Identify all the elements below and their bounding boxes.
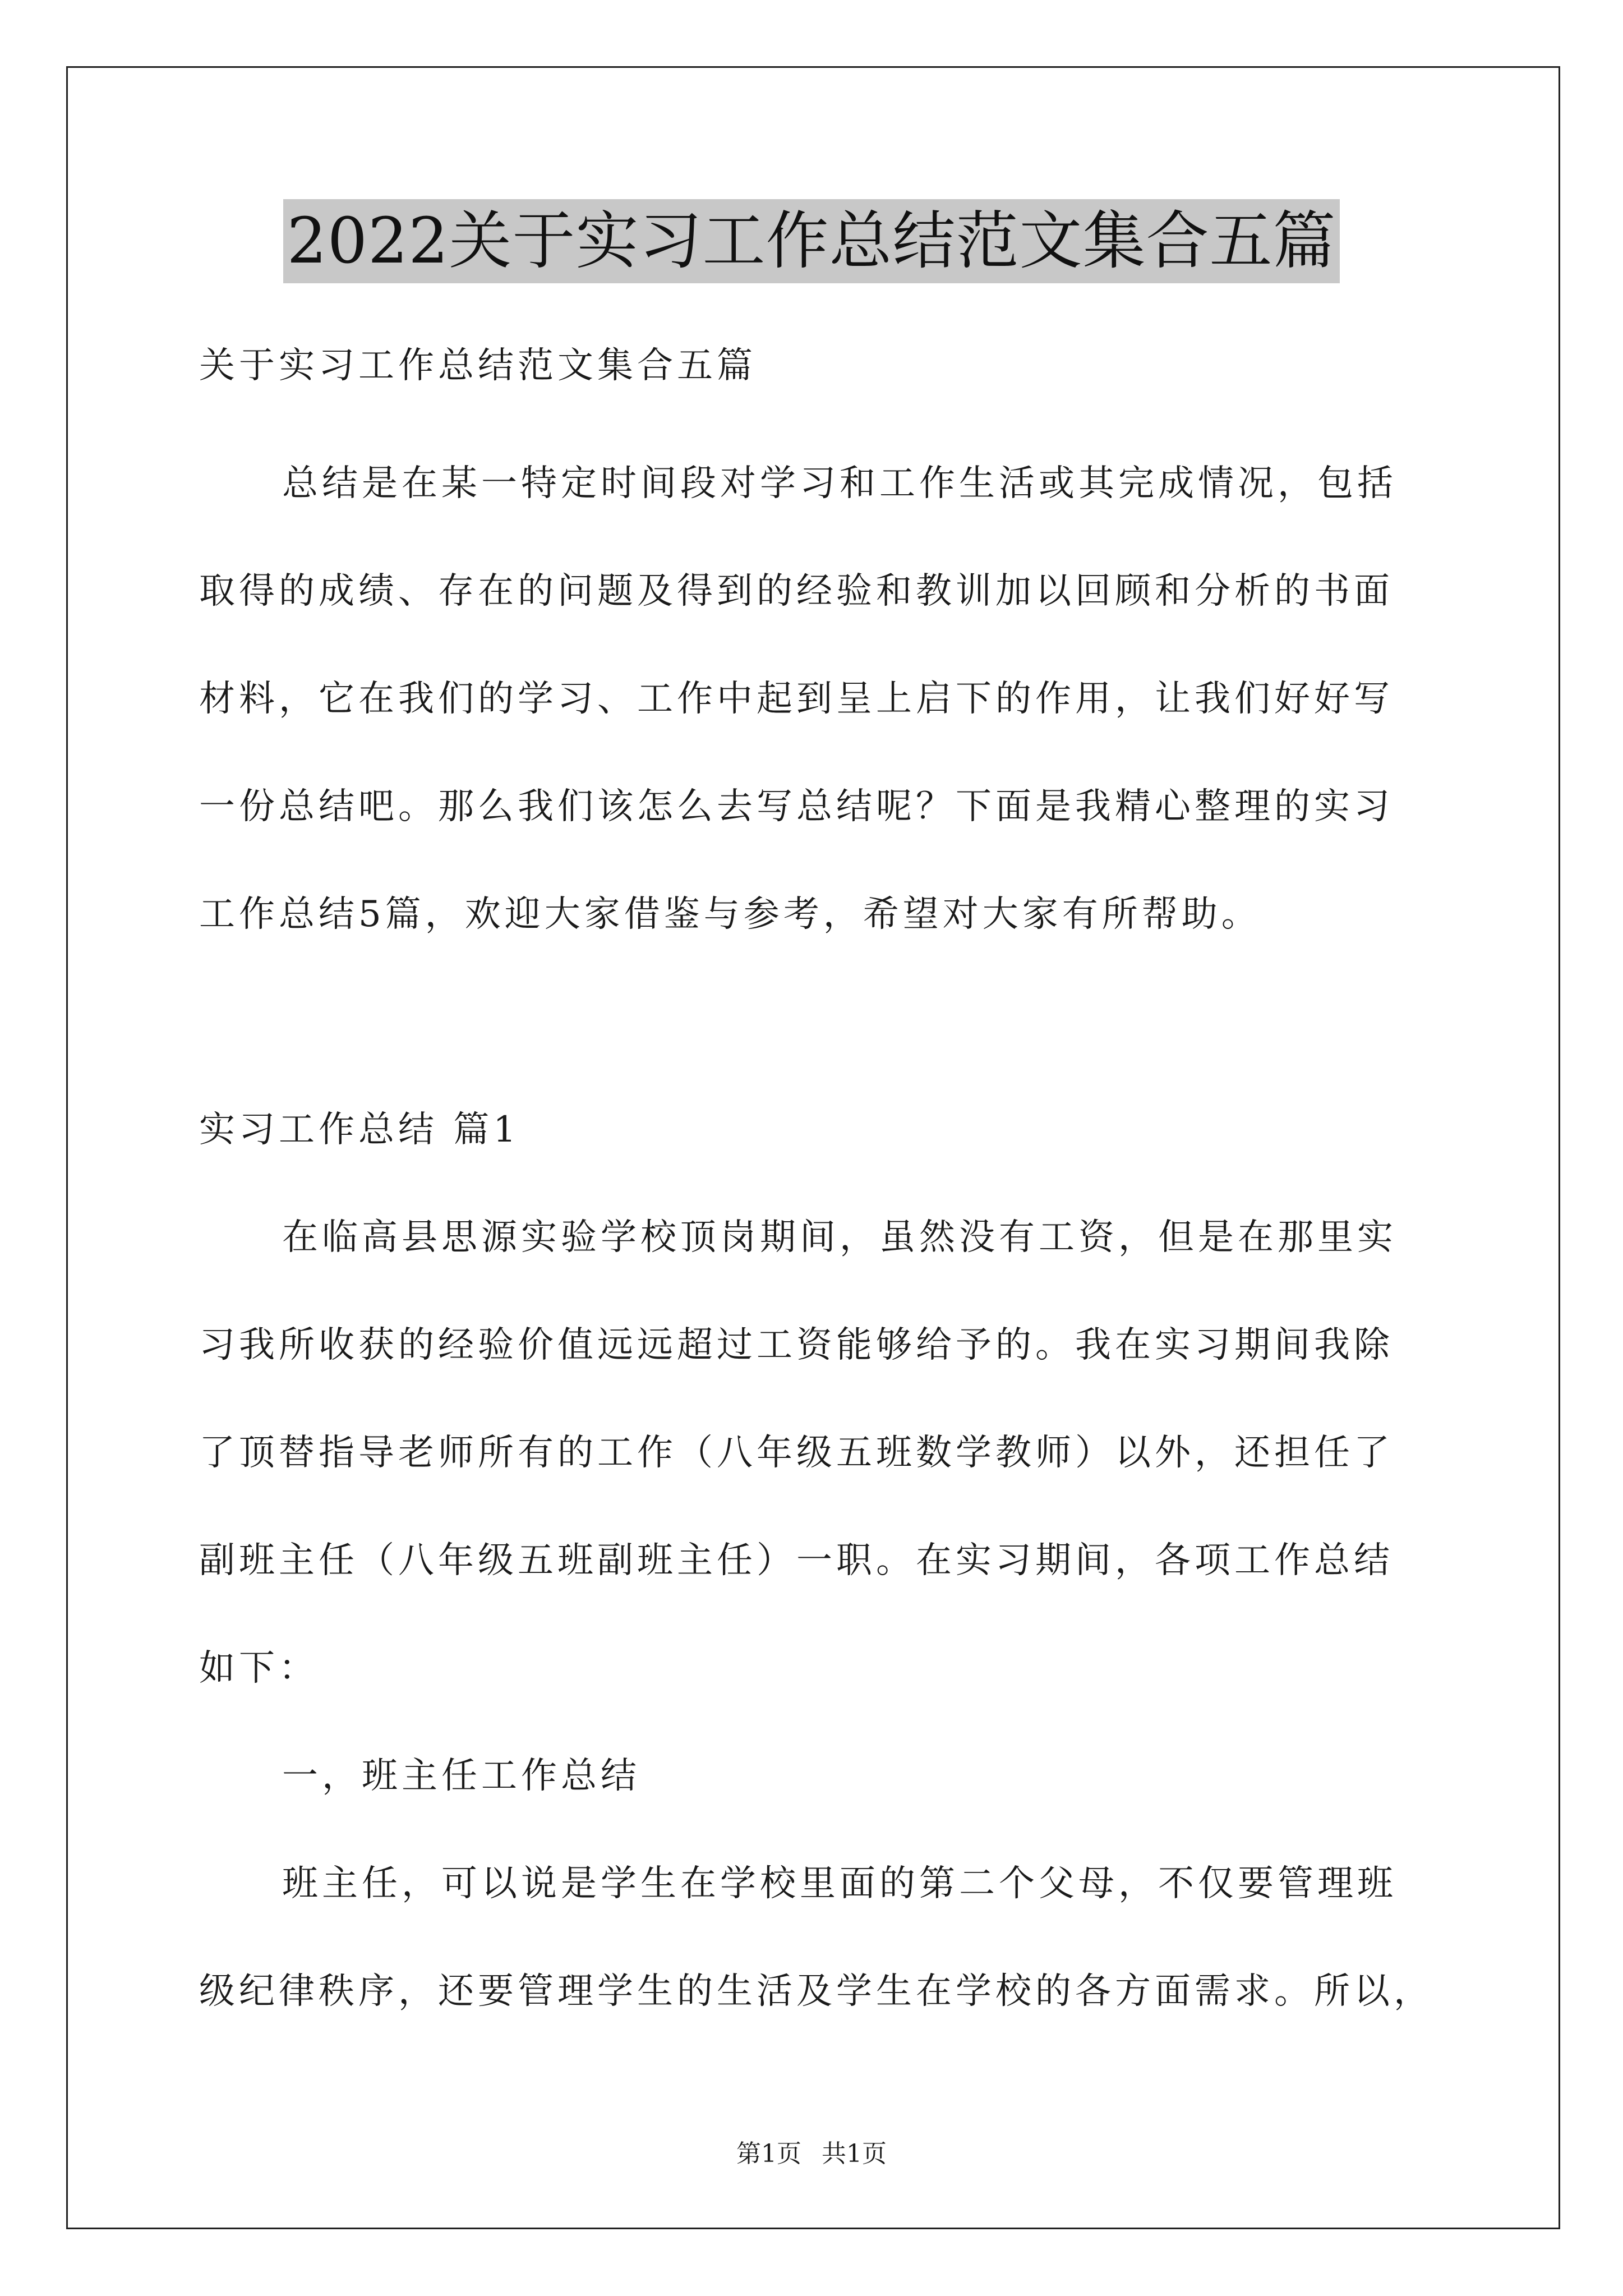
intro-line: 材料，它在我们的学习、工作中起到呈上启下的作用，让我们好好写 [199, 678, 1394, 720]
paragraph-line: 班主任，可以说是学生在学校里面的第二个父母，不仅要管理班 [282, 1863, 1397, 1904]
section-line: 副班主任（八年级五班副班主任）一职。在实习期间，各项工作总结 [199, 1540, 1394, 1581]
section-line: 在临高县思源实验学校顶岗期间，虽然没有工资，但是在那里实 [282, 1217, 1397, 1258]
page-total: 共1页 [822, 2139, 887, 2168]
section-line: 了顶替指导老师所有的工作（八年级五班数学教师）以外，还担任了 [199, 1432, 1394, 1474]
subtitle: 关于实习工作总结范文集合五篇 [199, 345, 757, 386]
title-container [0, 199, 1623, 283]
subheading: 一，班主任工作总结 [282, 1755, 640, 1797]
intro-line: 工作总结5篇，欢迎大家借鉴与参考，希望对大家有所帮助。 [199, 894, 1261, 935]
page-footer [0, 2140, 1623, 2168]
paragraph-line: 级纪律秩序，还要管理学生的生活及学生在学校的各方面需求。所以， [199, 1971, 1433, 2012]
intro-line: 总结是在某一特定时间段对学习和工作生活或其完成情况，包括 [282, 463, 1397, 504]
intro-line: 一份总结吧。那么我们该怎么去写总结呢？下面是我精心整理的实习 [199, 786, 1394, 827]
section-heading: 实习工作总结 篇1 [199, 1109, 520, 1151]
page-number: 第1页 [736, 2139, 801, 2168]
document-title: 2022关于实习工作总结范文集合五篇 [283, 199, 1339, 283]
intro-line: 取得的成绩、存在的问题及得到的经验和教训加以回顾和分析的书面 [199, 570, 1394, 612]
section-line: 如下： [199, 1648, 319, 1689]
section-line: 习我所收获的经验价值远远超过工资能够给予的。我在实习期间我除 [199, 1324, 1394, 1366]
